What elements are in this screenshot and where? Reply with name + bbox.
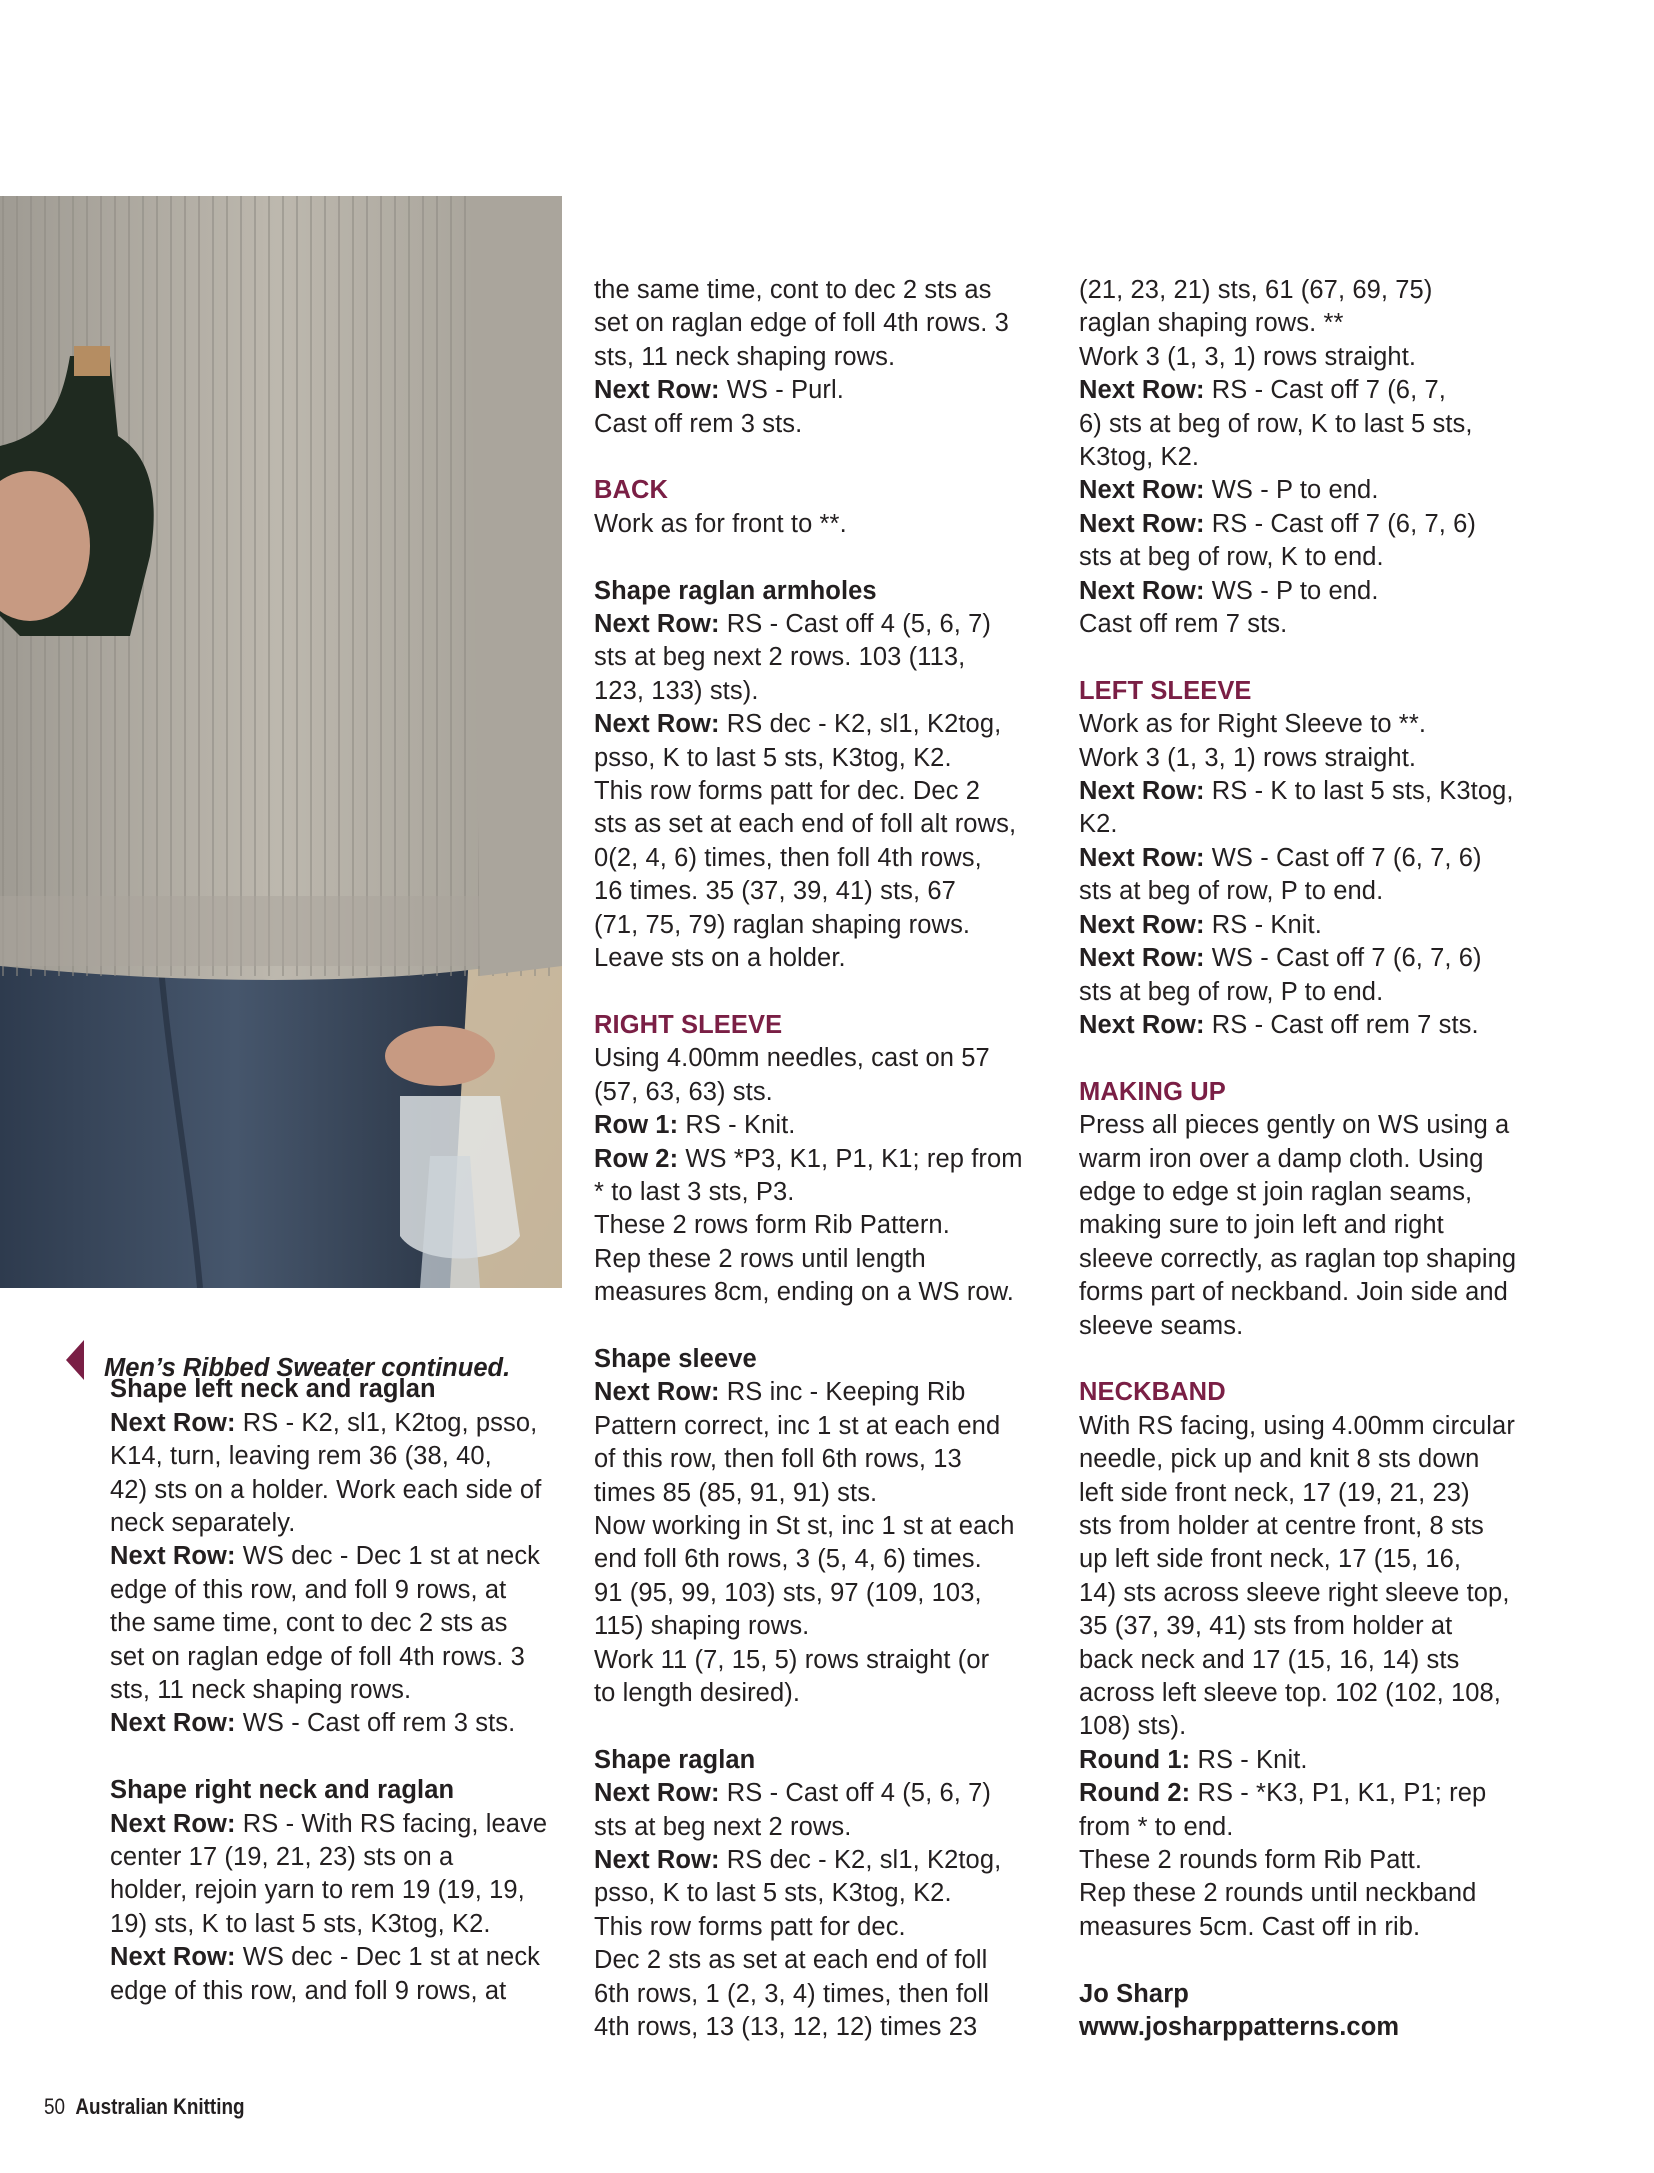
bold-label: Next Row: xyxy=(1079,576,1205,605)
subsection-heading: Shape right neck and raglan xyxy=(110,1776,455,1805)
line-text: needle, pick up and knit 8 sts down xyxy=(1079,1445,1480,1474)
line-text: RS - With RS facing, leave xyxy=(235,1809,548,1838)
bold-label: Next Row: xyxy=(1079,843,1205,872)
text-line xyxy=(1079,1477,1539,1510)
line-text: RS dec - K2, sl1, K2tog, xyxy=(719,1846,1002,1875)
line-text: WS - Cast off 7 (6, 7, 6) xyxy=(1204,843,1482,872)
line-text: Press all pieces gently on WS using a xyxy=(1079,1111,1510,1140)
text-line xyxy=(594,1243,1054,1276)
text-line xyxy=(1079,575,1539,608)
text-line xyxy=(594,1477,1054,1510)
text-line xyxy=(594,1877,1054,1910)
text-line xyxy=(594,1176,1054,1209)
text-line xyxy=(594,708,1054,741)
text-line xyxy=(594,1109,1054,1142)
text-line xyxy=(1079,474,1539,507)
text-line xyxy=(1079,1877,1539,1910)
text-line xyxy=(1079,1243,1539,1276)
line-text: psso, K to last 5 sts, K3tog, K2. xyxy=(594,1879,952,1908)
paragraph-gap xyxy=(110,1741,570,1774)
text-line xyxy=(110,1574,570,1607)
paragraph-gap xyxy=(594,1710,1054,1743)
line-text: making sure to join left and right xyxy=(1079,1211,1444,1240)
line-text: 42) sts on a holder. Work each side of xyxy=(110,1475,542,1504)
text-line xyxy=(594,1577,1054,1610)
line-text: WS - Cast off 7 (6, 7, 6) xyxy=(1204,944,1482,973)
text-line xyxy=(110,1808,570,1841)
column-1 xyxy=(110,1340,570,2008)
line-text: This row forms patt for dec. xyxy=(594,1912,906,1941)
line-text: sts from holder at centre front, 8 sts xyxy=(1079,1511,1484,1540)
text-line xyxy=(110,1440,570,1473)
line-text: 16 times. 35 (37, 39, 41) sts, 67 xyxy=(594,877,956,906)
text-line xyxy=(594,1510,1054,1543)
line-text: center 17 (19, 21, 23) sts on a xyxy=(110,1843,454,1872)
column-3 xyxy=(1079,274,1539,2044)
line-text: Cast off rem 7 sts. xyxy=(1079,610,1288,639)
line-text: sleeve seams. xyxy=(1079,1311,1244,1340)
line-text: Pattern correct, inc 1 st at each end xyxy=(594,1411,1001,1440)
line-text: 35 (37, 39, 41) sts from holder at xyxy=(1079,1612,1453,1641)
text-line xyxy=(1079,1744,1539,1777)
line-text: RS - Cast off 4 (5, 6, 7) xyxy=(719,610,991,639)
page-footer xyxy=(44,2094,245,2120)
line-text: raglan shaping rows. ** xyxy=(1079,309,1344,338)
continued-heading-text: Men’s Ribbed Sweater continued. xyxy=(104,1354,511,1382)
text-line xyxy=(594,374,1054,407)
paragraph-gap xyxy=(594,1310,1054,1343)
bold-label: Next Row: xyxy=(110,1709,236,1738)
section-heading: LEFT SLEEVE xyxy=(1079,676,1252,705)
page-number: 50 xyxy=(44,2094,66,2119)
line-text: Work 3 (1, 3, 1) rows straight. xyxy=(1079,743,1417,772)
line-text: RS - Knit. xyxy=(678,1111,796,1140)
text-line xyxy=(594,1610,1054,1643)
line-text: sts at beg of row, P to end. xyxy=(1079,977,1384,1006)
text-line xyxy=(1079,1510,1539,1543)
text-line xyxy=(1079,508,1539,541)
line-text: WS - P to end. xyxy=(1204,576,1379,605)
text-line xyxy=(1079,274,1539,307)
text-line xyxy=(1079,708,1539,741)
line-text: across left sleeve top. 102 (102, 108, xyxy=(1079,1679,1501,1708)
line-text: to length desired). xyxy=(594,1679,801,1707)
column-2 xyxy=(594,274,1054,2044)
text-line xyxy=(1079,875,1539,908)
line-text: end foll 6th rows, 3 (5, 4, 6) times. xyxy=(594,1545,982,1574)
bold-label: Round 1: xyxy=(1079,1745,1191,1774)
text-line xyxy=(1079,942,1539,975)
line-text: sts, 11 neck shaping rows. xyxy=(594,342,896,371)
line-text: Work as for front to **. xyxy=(594,509,847,538)
text-line xyxy=(1079,1310,1539,1343)
line-text: RS inc - Keeping Rib xyxy=(719,1378,966,1407)
text-line xyxy=(594,508,1054,541)
text-line xyxy=(110,1941,570,1974)
line-text: set on raglan edge of foll 4th rows. 3 xyxy=(110,1642,525,1671)
bold-label: Next Row: xyxy=(110,1542,236,1571)
text-line xyxy=(594,1376,1054,1409)
text-line xyxy=(594,408,1054,441)
paragraph-gap xyxy=(1079,1343,1539,1376)
text-line xyxy=(1079,808,1539,841)
text-line xyxy=(594,307,1054,340)
text-line xyxy=(594,1543,1054,1576)
line-text: (57, 63, 63) sts. xyxy=(594,1077,773,1106)
line-text: 19) sts, K to last 5 sts, K3tog, K2. xyxy=(110,1909,491,1938)
line-text: from * to end. xyxy=(1079,1812,1234,1841)
line-text: K2. xyxy=(1079,810,1118,839)
line-text: 108) sts). xyxy=(1079,1712,1187,1741)
line-text: of this row, then foll 6th rows, 13 xyxy=(594,1445,962,1474)
text-line xyxy=(1079,307,1539,340)
back-arrow-icon xyxy=(66,1340,84,1380)
line-text: Work as for Right Sleeve to **. xyxy=(1079,710,1427,739)
text-line xyxy=(1079,608,1539,641)
bold-label: Next Row: xyxy=(594,1846,720,1875)
bold-label: Next Row: xyxy=(594,1779,720,1808)
line-text: WS - Cast off rem 3 sts. xyxy=(235,1709,516,1738)
paragraph-gap xyxy=(1079,1944,1539,1977)
line-text: WS dec - Dec 1 st at neck xyxy=(235,1542,541,1571)
text-line xyxy=(594,1978,1054,2011)
line-text: Cast off rem 3 sts. xyxy=(594,409,803,438)
line-text: the same time, cont to dec 2 sts as xyxy=(110,1609,508,1638)
bold-label: www.josharppatterns.com xyxy=(1079,2013,1400,2042)
sweater-photo xyxy=(0,196,562,1288)
text-line xyxy=(1079,1577,1539,1610)
text-line xyxy=(110,1674,570,1707)
text-line xyxy=(110,1474,570,1507)
paragraph-gap xyxy=(594,541,1054,574)
text-line xyxy=(594,641,1054,674)
bold-label: Next Row: xyxy=(594,710,720,739)
bold-label: Next Row: xyxy=(110,1943,236,1972)
text-line xyxy=(594,875,1054,908)
section-heading: RIGHT SLEEVE xyxy=(594,1010,783,1039)
text-line xyxy=(110,1874,570,1907)
section-heading: NECKBAND xyxy=(1079,1378,1226,1407)
text-line xyxy=(110,1540,570,1573)
text-line xyxy=(594,274,1054,307)
line-text: back neck and 17 (15, 16, 14) sts xyxy=(1079,1645,1460,1674)
text-line xyxy=(1079,1410,1539,1443)
line-text: sleeve correctly, as raglan top shaping xyxy=(1079,1244,1517,1273)
text-line xyxy=(594,909,1054,942)
line-text: 123, 133) sts). xyxy=(594,676,759,705)
line-text: 91 (95, 99, 103) sts, 97 (109, 103, xyxy=(594,1578,982,1607)
line-text: sts as set at each end of foll alt rows, xyxy=(594,810,1017,839)
text-line xyxy=(1079,1844,1539,1877)
bold-label: Next Row: xyxy=(1079,1010,1205,1039)
text-line xyxy=(1079,1978,1539,2011)
text-line xyxy=(1079,1710,1539,1743)
line-text: RS - Cast off rem 7 sts. xyxy=(1204,1010,1479,1039)
paragraph-gap xyxy=(594,976,1054,1009)
text-line xyxy=(1079,1777,1539,1810)
bold-label: Next Row: xyxy=(1079,910,1205,939)
line-text: With RS facing, using 4.00mm circular xyxy=(1079,1411,1515,1440)
bold-label: Row 1: xyxy=(594,1111,679,1140)
text-line xyxy=(594,775,1054,808)
bold-label: Round 2: xyxy=(1079,1779,1191,1808)
bold-label: Next Row: xyxy=(594,1378,720,1407)
text-line xyxy=(594,1677,1054,1710)
bold-label: Next Row: xyxy=(1079,777,1205,806)
text-line xyxy=(594,1944,1054,1977)
line-text: K3tog, K2. xyxy=(1079,443,1200,472)
text-line xyxy=(594,1042,1054,1075)
text-line xyxy=(1079,1176,1539,1209)
line-text: measures 5cm. Cast off in rib. xyxy=(1079,1912,1421,1941)
line-text: edge of this row, and foll 9 rows, at xyxy=(110,1976,507,2005)
text-line xyxy=(594,1143,1054,1176)
line-text: RS dec - K2, sl1, K2tog, xyxy=(719,710,1002,739)
text-line xyxy=(1079,1543,1539,1576)
paragraph-gap xyxy=(1079,641,1539,674)
text-line xyxy=(594,1811,1054,1844)
text-line xyxy=(110,1707,570,1740)
bold-label: Jo Sharp xyxy=(1079,1979,1189,2008)
line-text: warm iron over a damp cloth. Using xyxy=(1079,1144,1484,1173)
text-line xyxy=(594,942,1054,975)
line-text: sts at beg next 2 rows. 103 (113, xyxy=(594,643,966,672)
bold-label: Next Row: xyxy=(110,1809,236,1838)
line-text: K14, turn, leaving rem 36 (38, 40, xyxy=(110,1442,492,1471)
text-line xyxy=(1079,1911,1539,1944)
subsection-heading: Shape sleeve xyxy=(594,1344,757,1373)
subsection-heading: Shape raglan xyxy=(594,1745,756,1774)
text-line xyxy=(110,1607,570,1640)
line-text: 0(2, 4, 6) times, then foll 4th rows, xyxy=(594,843,982,872)
section-heading: BACK xyxy=(594,476,669,505)
line-text: RS - Cast off 4 (5, 6, 7) xyxy=(719,1779,991,1808)
line-text: neck separately. xyxy=(110,1509,296,1538)
line-text: left side front neck, 17 (19, 21, 23) xyxy=(1079,1478,1470,1507)
line-text: sts at beg of row, K to end. xyxy=(1079,543,1384,572)
text-line xyxy=(1079,1109,1539,1142)
line-text: 115) shaping rows. xyxy=(594,1612,810,1641)
text-line xyxy=(110,1407,570,1440)
text-line xyxy=(594,1844,1054,1877)
line-text: 6th rows, 1 (2, 3, 4) times, then foll xyxy=(594,1979,989,2008)
line-text: * to last 3 sts, P3. xyxy=(594,1177,795,1206)
bold-label: Next Row: xyxy=(594,610,720,639)
bold-label: Next Row: xyxy=(1079,476,1205,505)
text-line xyxy=(1079,1677,1539,1710)
line-text: 6) sts at beg of row, K to last 5 sts, xyxy=(1079,409,1473,438)
text-line xyxy=(594,2011,1054,2044)
line-text: measures 8cm, ending on a WS row. xyxy=(594,1278,1014,1307)
text-line xyxy=(594,1276,1054,1309)
bold-label: Next Row: xyxy=(1079,376,1205,405)
text-line xyxy=(1079,1209,1539,1242)
line-text: Rep these 2 rows until length xyxy=(594,1244,926,1273)
text-line xyxy=(1079,1610,1539,1643)
text-line xyxy=(594,1911,1054,1944)
text-line xyxy=(1079,2011,1539,2044)
line-text: RS - Knit. xyxy=(1190,1745,1308,1774)
line-text: psso, K to last 5 sts, K3tog, K2. xyxy=(594,743,952,772)
paragraph-gap xyxy=(1079,1042,1539,1075)
text-line xyxy=(110,1841,570,1874)
text-line xyxy=(1079,1143,1539,1176)
text-line xyxy=(1079,1443,1539,1476)
line-text: Using 4.00mm needles, cast on 57 xyxy=(594,1044,990,1073)
line-text: sts at beg of row, P to end. xyxy=(1079,877,1384,906)
text-line xyxy=(594,842,1054,875)
line-text: the same time, cont to dec 2 sts as xyxy=(594,276,992,304)
subsection-heading: Shape raglan armholes xyxy=(594,576,877,605)
text-line xyxy=(110,1641,570,1674)
bold-label: Next Row: xyxy=(1079,509,1205,538)
text-line xyxy=(594,1777,1054,1810)
text-line xyxy=(1079,541,1539,574)
line-text: RS - Cast off 7 (6, 7, 6) xyxy=(1204,509,1476,538)
text-line xyxy=(594,1209,1054,1242)
text-line xyxy=(1079,374,1539,407)
text-line xyxy=(1079,1276,1539,1309)
text-line xyxy=(1079,1009,1539,1042)
line-text: RS - Cast off 7 (6, 7, xyxy=(1204,376,1446,405)
text-line xyxy=(594,742,1054,775)
text-line xyxy=(1079,1811,1539,1844)
text-line xyxy=(110,1908,570,1941)
subsection-heading: Shape left neck and raglan xyxy=(110,1375,436,1404)
line-text: Leave sts on a holder. xyxy=(594,944,846,973)
line-text: Work 3 (1, 3, 1) rows straight. xyxy=(1079,342,1417,371)
line-text: Work 11 (7, 15, 5) rows straight (or xyxy=(594,1645,990,1674)
line-text: holder, rejoin yarn to rem 19 (19, 19, xyxy=(110,1876,525,1905)
text-line xyxy=(1079,1644,1539,1677)
line-text: RS - *K3, P1, K1, P1; rep xyxy=(1190,1779,1487,1808)
line-text: WS dec - Dec 1 st at neck xyxy=(235,1943,541,1972)
line-text: (71, 75, 79) raglan shaping rows. xyxy=(594,910,971,939)
text-line xyxy=(110,1975,570,2008)
line-text: WS - Purl. xyxy=(719,376,844,405)
text-line xyxy=(1079,408,1539,441)
paragraph-gap xyxy=(110,1340,570,1373)
text-line xyxy=(1079,909,1539,942)
text-line xyxy=(594,1076,1054,1109)
text-line xyxy=(110,1507,570,1540)
line-text: Rep these 2 rounds until neckband xyxy=(1079,1879,1477,1908)
line-text: up left side front neck, 17 (15, 16, xyxy=(1079,1545,1462,1574)
text-line xyxy=(594,1410,1054,1443)
text-line xyxy=(1079,441,1539,474)
bold-label: Next Row: xyxy=(1079,944,1205,973)
line-text: 4th rows, 13 (13, 12, 12) times 23 xyxy=(594,2013,978,2042)
text-line xyxy=(594,341,1054,374)
text-line xyxy=(1079,742,1539,775)
line-text: edge of this row, and foll 9 rows, at xyxy=(110,1575,507,1604)
line-text: (21, 23, 21) sts, 61 (67, 69, 75) xyxy=(1079,276,1433,304)
text-line xyxy=(594,808,1054,841)
line-text: 14) sts across sleeve right sleeve top, xyxy=(1079,1578,1510,1607)
bold-label: Next Row: xyxy=(594,376,720,405)
line-text: RS - Knit. xyxy=(1204,910,1322,939)
line-text: RS - K to last 5 sts, K3tog, xyxy=(1204,777,1514,806)
line-text: RS - K2, sl1, K2tog, psso, xyxy=(235,1408,538,1437)
line-text: forms part of neckband. Join side and xyxy=(1079,1278,1508,1307)
section-heading: MAKING UP xyxy=(1079,1077,1226,1106)
line-text: Dec 2 sts as set at each end of foll xyxy=(594,1946,988,1975)
text-line xyxy=(1079,842,1539,875)
line-text: This row forms patt for dec. Dec 2 xyxy=(594,777,981,806)
publication-name: Australian Knitting xyxy=(75,2094,245,2119)
text-line xyxy=(594,608,1054,641)
text-line xyxy=(594,675,1054,708)
text-line xyxy=(594,1443,1054,1476)
line-text: WS - P to end. xyxy=(1204,476,1379,505)
text-line xyxy=(1079,976,1539,1009)
text-line xyxy=(594,1644,1054,1677)
bold-label: Next Row: xyxy=(110,1408,236,1437)
paragraph-gap xyxy=(594,441,1054,474)
text-line xyxy=(1079,341,1539,374)
line-text: edge to edge st join raglan seams, xyxy=(1079,1177,1473,1206)
line-text: set on raglan edge of foll 4th rows. 3 xyxy=(594,309,1009,338)
line-text: WS *P3, K1, P1, K1; rep from xyxy=(678,1144,1023,1173)
line-text: These 2 rounds form Rib Patt. xyxy=(1079,1846,1423,1875)
text-line xyxy=(1079,775,1539,808)
line-text: Now working in St st, inc 1 st at each xyxy=(594,1511,1015,1540)
line-text: sts at beg next 2 rows. xyxy=(594,1812,852,1841)
line-text: times 85 (85, 91, 91) sts. xyxy=(594,1478,878,1507)
line-text: sts, 11 neck shaping rows. xyxy=(110,1676,412,1705)
line-text: These 2 rows form Rib Pattern. xyxy=(594,1211,950,1240)
bold-label: Row 2: xyxy=(594,1144,679,1173)
